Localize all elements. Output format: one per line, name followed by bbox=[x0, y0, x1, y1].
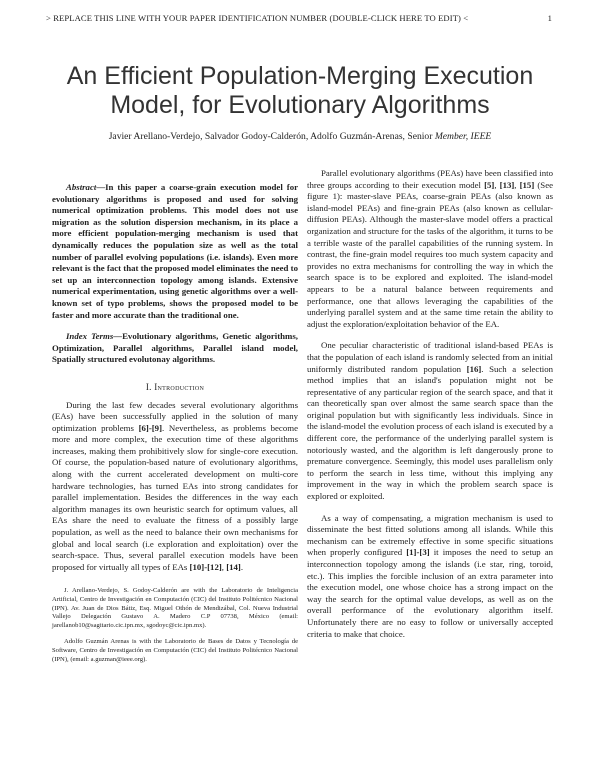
text-run: As a way of compensating, a migration mechanism is used to disseminate the best fitted solutions among all islands. While this mechanism can be extremely effective in some specific situations when properly configured bbox=[307, 512, 553, 558]
paper-title bbox=[40, 62, 560, 120]
intro-paragraph-2 bbox=[307, 168, 553, 330]
citation: [1]-[3] bbox=[406, 547, 430, 558]
text-run: , bbox=[221, 561, 227, 572]
text-run: it imposes the need to setup an interconnection topology among the islands (i.e star, ring, toroid, etc.). This implies the forcible inclusion of an extra parameter into the execution model, one whose choice has a strong impact on the way the search for the optimal value develops, as well as on the overall performance of the evolutionary algorithm itself. Unfortunately there are no easy to follow or universally accepted criteria to make that choice. bbox=[307, 547, 553, 639]
citation: [15] bbox=[519, 179, 535, 190]
index-terms-text: —Evolutionary algorithms, Genetic algorithms, Optimization, Parallel algorithms, Parallel island model, Spatially structured evolutonay algorithms. bbox=[52, 331, 298, 365]
title-line-2: Model, for Evolutionary Algorithms bbox=[110, 91, 490, 119]
text-run: Parallel evolutionary algorithms (PEAs) have been classified into three groups according to their execution model bbox=[307, 168, 553, 190]
left-column bbox=[52, 182, 298, 672]
header-text: > REPLACE THIS LINE WITH YOUR PAPER IDENTIFICATION NUMBER (DOUBLE-CLICK HERE TO EDIT) < bbox=[46, 13, 469, 23]
page-number: 1 bbox=[547, 13, 552, 23]
abstract bbox=[52, 182, 298, 321]
citation: [6]-[9] bbox=[138, 422, 163, 433]
section-heading-introduction bbox=[52, 382, 298, 394]
footnotes bbox=[52, 587, 298, 664]
text-run: , bbox=[514, 179, 520, 190]
running-header bbox=[46, 13, 552, 23]
abstract-text: —In this paper a coarse-grain execution model for evolutionary algorithms is proposed and used for solving numerical optimization problems. This model does not use migration as the solution dispersion mechanism, in its place a more efficient population-merging mechanism is used that dynamically reduces the population size as well as the total number of parallel evolving populations (i.e. islands). Even more relevant is the fact that the proposed model eliminates the need to set up an interconnection topology among islands. Extensive numerical experimentation, using genetic algorithms over a well-known set of typo problems, shows the proposed model to be faster and more accurate than the traditional one. bbox=[52, 182, 298, 320]
text-run: . Such a selection method implies that an island's population might not be representative of any particular region of the search space, and that it can theoretically span over almost the same search space than the original population but with significantly less individuals. Since in the island-model the evolution process of each island is executed by a different core, the performance of the underlying parallel system is notoriously wasted, and the algorithm is left dangerously prone to premature convergence. Seemingly, this model uses parallelism only to perform the search in less time, without this implying any improvement in the way in which the problem search space is explored or exploited. bbox=[307, 363, 554, 502]
text-run: One peculiar characteristic of traditional island-based PEAs is that the population of each island is randomly selected from an initial uniformly distributed random population bbox=[307, 340, 553, 374]
right-column bbox=[307, 168, 553, 650]
author-list bbox=[40, 131, 560, 142]
citation: [16] bbox=[466, 363, 482, 374]
text-run: . bbox=[240, 561, 244, 572]
text-run: , bbox=[494, 179, 500, 190]
author-names: Javier Arellano-Verdejo, Salvador Godoy-Calderón, Adolfo Guzmán-Arenas, Senior bbox=[108, 131, 433, 142]
intro-paragraph-1 bbox=[52, 400, 298, 574]
citation: [5] bbox=[484, 179, 495, 190]
author-membership: Member, IEEE bbox=[434, 131, 492, 142]
footnote-affiliation-2: Adolfo Guzmán Arenas is with the Laboratorio de Bases de Datos y Tecnología de Software, Centro de Investigación en Computación (CIC) del Instituto Politécnico Nacional (IPN), (email: a.guzman@ieee.org). bbox=[52, 638, 298, 663]
index-terms-label: Index Terms bbox=[66, 331, 114, 342]
text-run: During the last few decades several evolutionary algorithms (EAs) have been successfully applied in the solution of many optimization problems bbox=[52, 399, 298, 433]
intro-paragraph-4 bbox=[307, 513, 553, 641]
text-run: (See figure 1): master-slave PEAs, coarse-grain PEAs (also known as island-model PEAs) and fine-grain PEAs (also known as cellular-diffusion PEAs). Although the master-slave model offers a practical organization and structure for the tasks of the algorithm, it turns to be a terrible waste of the parallel capabilities of the running system. In contrast, the fine-grain model requires too much system capacity and provides no extra mechanisms for controlling the way in which the search space is to be explored and exploited. The island-model appears to be a natural balance between requirements and performance, one that allows leveraging the capabilities of the underlying parallel system and at the same time retain the ability to adjust the exploration/exploitation behavior of the EA. bbox=[307, 179, 553, 329]
footnote-affiliation-1: J. Arellano-Verdejo, S. Godoy-Calderón are with the Laboratorio de Inteligencia Artificial, Centro de Investigación en Computación (CIC) del Instituto Politécnico Nacional (IPN). Av. Juan de Dios Bátiz, Esq. Miguel Othón de Mendizábal, Col. Nueva Industrial Vallejo Delegación Gustavo A. Madero C.P 07738, México (email: jarellanob10@sagitario.cic.ipn.mx, sgodoyc@cic.ipn.mx). bbox=[52, 587, 298, 629]
section-number: I. bbox=[145, 381, 152, 392]
title-line-1: An Efficient Population-Merging Execution bbox=[66, 62, 534, 90]
abstract-label: Abstract bbox=[66, 182, 97, 192]
index-terms bbox=[52, 331, 298, 366]
intro-paragraph-3 bbox=[307, 340, 553, 502]
section-title: Introduction bbox=[154, 381, 205, 392]
text-run: . Nevertheless, as problems become more and more complex, the execution time of these algorithms increases, making them prohibitively slow for single-core execution. Of course, the population-based nature of evolutionary algorithms, along with the current accelerated development on multi-core hardware technologies, has turned EAs into strong candidates for parallel implementation. Besides the differences in the way each algorithm manages its own heuristic search for optimum values, all EAs share the need to evaluate the fitness of a possibly large population, as well as the need to balance their own mechanisms for global and local search (i.e exploration and exploitation) over the search-space. Thus, several parallel execution models have been proposed for virtually all types of EAs bbox=[52, 422, 298, 572]
citation: [14] bbox=[226, 561, 241, 572]
citation: [10]-[12] bbox=[189, 561, 222, 572]
citation: [13] bbox=[499, 179, 515, 190]
